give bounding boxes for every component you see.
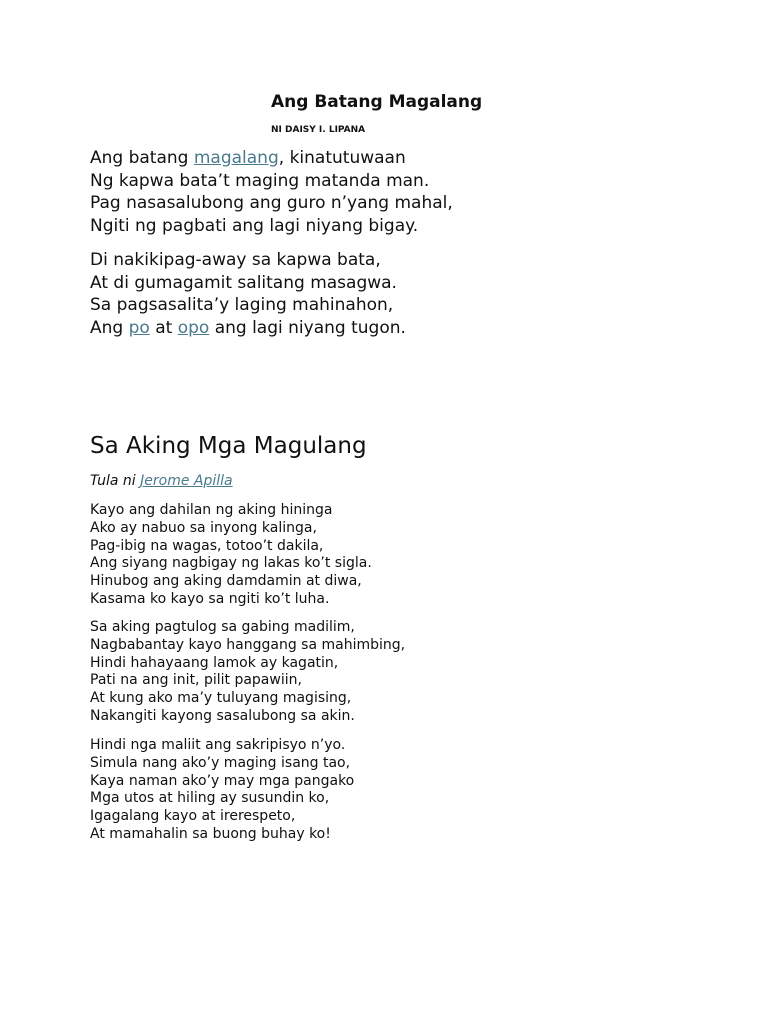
poem-line: At di gumagamit salitang masagwa. [90,272,397,293]
poem-line: Ng kapwa bata’t maging matanda man. [90,170,430,191]
poem-line: Mga utos at hiling ay susundin ko, [90,790,330,807]
poem-line: Igagalang kayo at irerespeto, [90,808,296,825]
poem-line: At mamahalin sa buong buhay ko! [90,825,331,842]
poem-line: Ako ay nabuo sa inyong kalinga, [90,519,317,536]
poem2-stanza-1 [90,502,372,609]
poem1-stanza-1 [90,147,453,238]
poem-line: Kaya naman ako’y may mga pangako [90,772,355,789]
poem-line: Pati na ang init, pilit papawiin, [90,672,302,689]
poem-line: Simula nang ako’y maging isang tao, [90,754,351,771]
poem-line: Sa aking pagtulog sa gabing madilim, [90,619,355,635]
poem1-stanza-2 [90,249,406,340]
poem2-byline: Tula ni Jerome Apilla [90,473,233,489]
link-po[interactable]: po [128,318,150,339]
poem1-title: Ang Batang Magalang [271,92,483,112]
poem-line: Pag nasasalubong ang guro n’yang mahal, [90,193,453,214]
poem-line: Pag-ibig na wagas, totoo’t dakila, [90,537,324,554]
poem-line: Kasama ko kayo sa ngiti ko’t luha. [90,590,330,607]
poem-line: Nagbabantay kayo hanggang sa mahimbing, [90,636,406,653]
poem-line: Sa pagsasalita’y laging mahinahon, [90,295,394,316]
poem2-title: Sa Aking Mga Magulang [90,433,367,459]
link-opo[interactable]: opo [177,318,210,339]
poem2-stanza-3 [90,737,354,844]
link-jerome-apilla[interactable]: Jerome Apilla [140,473,233,489]
poem1-author: NI DAISY I. LIPANA [271,125,366,135]
poem-line: Hindi nga maliit ang sakripisyo n’yo. [90,737,346,753]
poem-line: Nakangiti kayong sasalubong sa akin. [90,707,355,724]
poem-line: Hinubog ang aking damdamin at diwa, [90,573,362,590]
poem-line: Ang batang magalang, kinatutuwaan [90,148,406,168]
link-magalang[interactable]: magalang [193,148,279,168]
poem-line: Kayo ang dahilan ng aking hininga [90,502,333,518]
poem2-stanza-2 [90,619,405,726]
poem-line: At kung ako ma’y tuluyang magising, [90,690,352,707]
poem-line: Ang po at opo ang lagi niyang tugon. [90,318,406,339]
poem-line: Ang siyang nagbigay ng lakas ko’t sigla. [90,555,372,572]
poem-line: Hindi hahayaang lamok ay kagatin, [90,654,339,671]
poem-line: Ngiti ng pagbati ang lagi niyang bigay. [90,216,419,237]
poem-line: Di nakikipag-away sa kapwa bata, [90,250,381,270]
